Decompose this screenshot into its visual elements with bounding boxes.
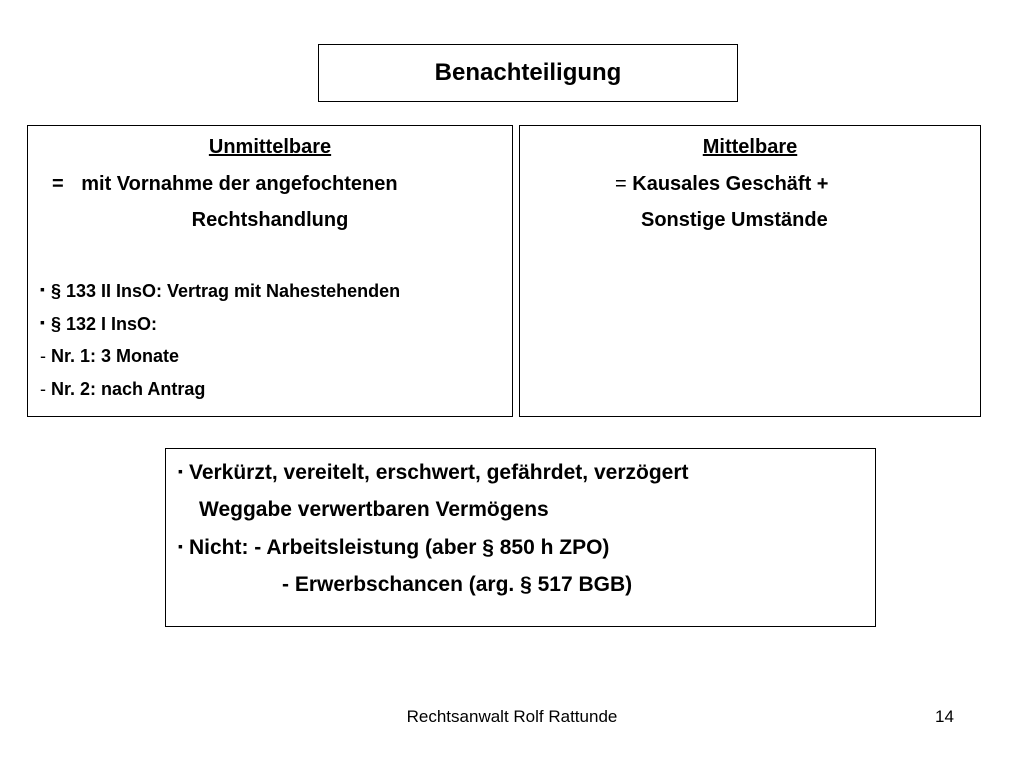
title-box	[318, 44, 738, 102]
page-number: 14	[935, 707, 954, 726]
bottom-bullet-1-text: Verkürzt, vereitelt, erschwert, gefährdet, verzögert	[188, 461, 689, 484]
bullet-square-icon: ▪	[178, 538, 183, 554]
sub-item-nr1	[40, 346, 179, 367]
bottom-bullet-2-continuation: - Erwerbschancen (arg. § 517 BGB)	[282, 573, 633, 596]
bottom-bullet-1	[178, 461, 689, 485]
equals-sign: =	[52, 173, 64, 195]
dash-marker: -	[40, 346, 46, 366]
bullet-square-icon: ▪	[40, 314, 45, 330]
equals-sign: =	[615, 173, 627, 195]
mittelbare-heading: Mittelbare	[702, 136, 798, 158]
unmittelbare-definition-line1	[52, 173, 398, 196]
bottom-bullet-2-text: Nicht: - Arbeitsleistung (aber § 850 h ZPO)	[188, 536, 610, 559]
bullet-square-icon: ▪	[178, 463, 183, 479]
mittelbare-definition-line1	[615, 173, 828, 196]
sub-item-nr2-text: Nr. 2: nach Antrag	[51, 379, 206, 399]
sub-item-nr2	[40, 379, 205, 400]
bottom-bullet-1-continuation: Weggabe verwertbaren Vermögens	[199, 498, 549, 521]
bullet-square-icon: ▪	[40, 281, 45, 297]
bullet-item-132	[40, 314, 157, 335]
bottom-notes-box	[165, 448, 876, 627]
unmittelbare-heading: Unmittelbare	[208, 136, 332, 158]
unmittelbare-definition-text: mit Vornahme der angefochtenen	[81, 173, 398, 195]
sub-item-nr1-text: Nr. 1: 3 Monate	[51, 346, 180, 366]
mittelbare-definition-text: Kausales Geschäft +	[632, 173, 829, 195]
mittelbare-definition-line2: Sonstige Umstände	[641, 209, 828, 231]
unmittelbare-box	[27, 125, 513, 417]
bullet-item-132-text: § 132 I InsO:	[50, 314, 158, 334]
footer-author: Rechtsanwalt Rolf Rattunde	[406, 707, 618, 726]
bottom-bullet-2	[178, 536, 609, 560]
dash-marker: -	[40, 379, 46, 399]
bullet-item-133-text: § 133 II InsO: Vertrag mit Nahestehenden	[50, 281, 401, 301]
unmittelbare-definition-line2: Rechtshandlung	[191, 209, 349, 231]
bullet-item-133	[40, 281, 400, 302]
mittelbare-box	[519, 125, 981, 417]
slide-title: Benachteiligung	[434, 59, 622, 86]
